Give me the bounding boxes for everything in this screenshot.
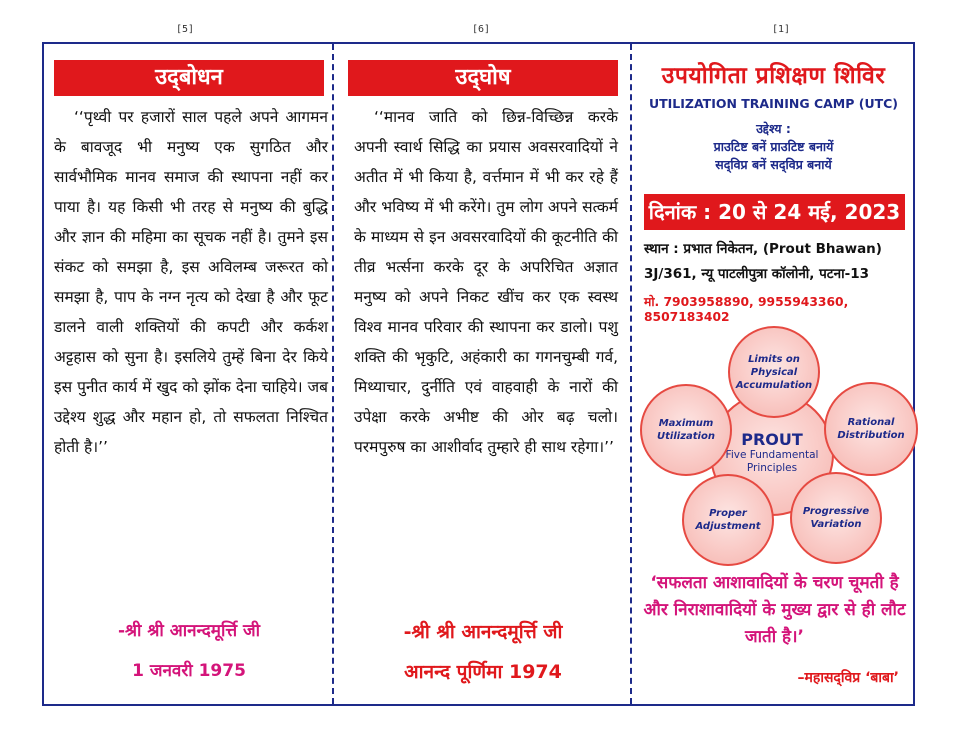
quote-date: 1 जनवरी 1975 [132, 661, 246, 681]
motto-author: –महासद्‌विप्र ‘बाबा’ [797, 670, 899, 686]
venue-line-1: स्थान : प्रभात निकेतन, (Prout Bhawan) [644, 241, 882, 257]
page-number-1: [1] [772, 24, 791, 35]
principle-rational-distribution: Rational Distribution [824, 382, 918, 476]
heading-udghosh: उद्‌घोष [348, 60, 618, 96]
quote-occasion: आनन्द पूर्णिमा 1974 [404, 661, 562, 683]
panel-udghosh [334, 44, 630, 704]
diagram-center-subtitle: Five Fundamental Principles [725, 449, 819, 474]
diagram-center-title: PROUT [741, 430, 803, 449]
brochure-frame [42, 42, 915, 706]
camp-title: उपयोगिता प्रशिक्षण शिविर [661, 63, 886, 89]
quote-text: ‘‘मानव जाति को छिन्न-विच्छिन्न करके अपनी स्वार्थ सिद्धि का प्रयास अवसरवादियों ने अतीत में भी किया है, वर्त्तमान में भी कर रहे हैं और भविष्य में भी करेंगे। तुम लोग अपने सत्कर्म के माध्यम से इन अवसरवादियों की कूटनीति की तीव्र भर्त्सना करके दूर के अपरिचित अज्ञात मनुष्य को अपने निकट खींच कर एक स्वस्थ विश्व मानव परिवार की स्थापना कर डालो। पशु शक्ति की भृकुटि, अहंकारी का गगनचुम्बी गर्व, मिथ्याचार, दुर्नीति एवं वाहवाही के नारों की उपेक्षा करके अभीष्ट की ओर बढ़ चलो। परमपुरुष का आशीर्वाद तुम्हारे ही साथ रहेगा।’’ [354, 108, 618, 456]
panel-camp [632, 44, 915, 704]
principle-proper-adjustment: Proper Adjustment [682, 474, 774, 566]
camp-date: दिनांक : 20 से 24 मई, 2023 [644, 194, 905, 230]
principle-progressive-variation: Progressive Variation [790, 472, 882, 564]
venue-line-2: 3J/361, न्यू पाटलीपुत्रा कॉलोनी, पटना-13 [644, 266, 869, 282]
aim-line-1: प्राउटिष्ट बनें प्राउटिष्ट बनायें [713, 139, 834, 154]
page-number-5: [5] [176, 24, 195, 35]
page-number-6: [6] [472, 24, 491, 35]
quote-author: -श्री श्री आनन्दमूर्त्ति जी [117, 621, 261, 641]
camp-subtitle: UTILIZATION TRAINING CAMP (UTC) [648, 96, 899, 111]
quote-author: -श्री श्री आनन्दमूर्त्ति जी [403, 621, 563, 643]
aim-label: उद्देश्य : [756, 121, 791, 136]
heading-udbodhan: उद्‌बोधन [54, 60, 324, 96]
principle-limits-accumulation: Limits on Physical Accumulation [728, 326, 820, 418]
aim-line-2: सद्‌विप्र बनें सद्‌विप्र बनायें [715, 157, 832, 172]
mobile-numbers: मो. 7903958890, 9955943360, 8507183402 [644, 295, 849, 324]
quote-text: ‘‘पृथ्वी पर हजारों साल पहले अपने आगमन के बावजूद भी मनुष्य एक सुगठित और सार्वभौमिक मानव समाज की स्थापना नहीं कर पाया है। यह किसी भी तरह से मनुष्य की बुद्धि और ज्ञान की महिमा का सूचक नहीं है। तुमने इस संकट को समझा है, इस अविलम्ब जरूरत को समझा है, पाप के नग्न नृत्य को देखा है और फूट डालने वाली शक्तियों की कपटी और कर्कश अट्टहास को सुना है। इसलिये तुम्हें बिना देर किये इस पुनीत कार्य में खुद को झोंक देना चाहिये। जब उद्देश्य शुद्ध और महान हो, तो सफलता निश्चित होती है।’’ [54, 108, 328, 456]
panel-udbodhan [44, 44, 332, 704]
principle-maximum-utilization: Maximum Utilization [640, 384, 732, 476]
motto-text: ‘सफलता आशावादियों के चरण चूमती है और निराशावादियों के मुख्य द्वार से ही लौट जाती है।’ [643, 573, 906, 647]
